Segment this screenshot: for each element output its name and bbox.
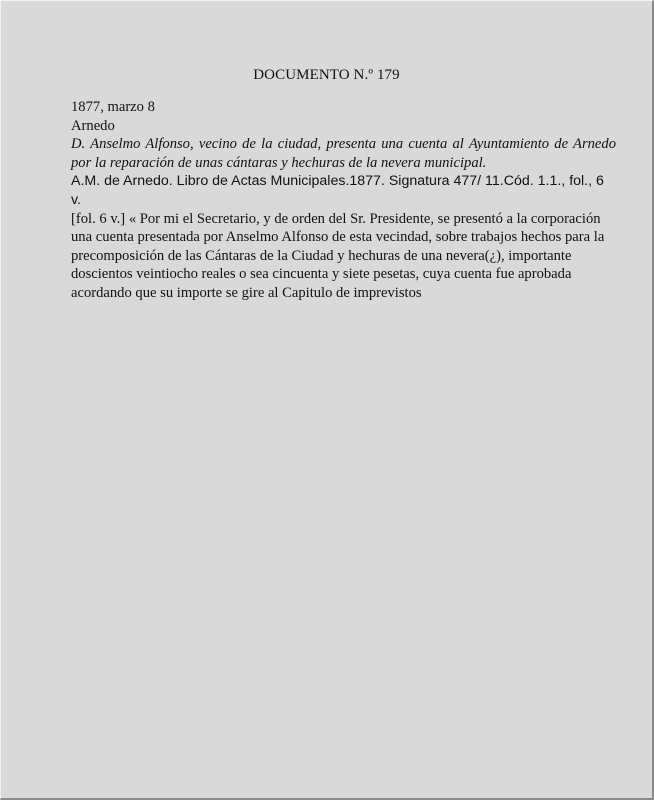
document-title: DOCUMENTO N.º 179 [253,67,400,83]
document-place: Arnedo [71,117,115,134]
document-body [71,98,616,303]
document-source: A.M. de Arnedo. Libro de Actas Municipales.1877. Signatura 477/ 11.Cód. 1.1., fol., 6 v. [71,173,604,208]
document-date: 1877, marzo 8 [71,99,155,115]
document-summary: D. Anselmo Alfonso, vecino de la ciudad, presenta una cuenta al Ayuntamiento de Arnedo por la reparación de unas cántaras y hechuras de la nevera municipal. [71,136,616,171]
document-transcription: [fol. 6 v.] « Por mi el Secretario, y de orden del Sr. Presidente, se presentó a la corporación una cuenta presentada por Anselmo Alfonso de esta vecindad, sobre trabajos hechos para la precomposición de las Cántaras de la Ciudad y hechuras de una nevera(¿), importante doscientos veintiocho reales o sea cincuenta y siete pesetas, cuya cuenta fue aprobada acordando que su importe se gire al Capitulo de imprevistos [71,210,605,301]
